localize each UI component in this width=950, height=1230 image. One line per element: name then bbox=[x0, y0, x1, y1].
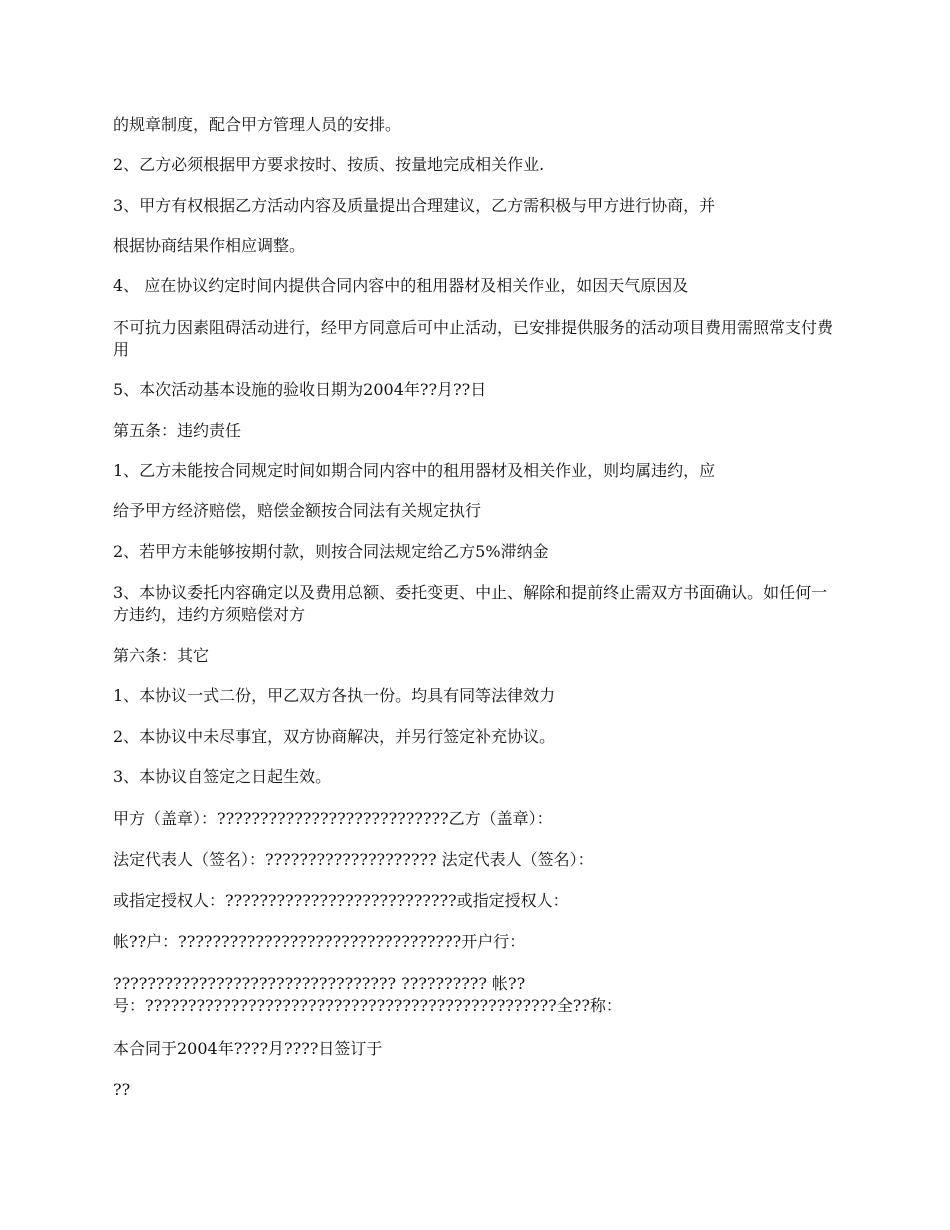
paragraph-13: 2、本协议中未尽事宜，双方协商解决，并另行签定补充协议。 bbox=[113, 727, 556, 746]
paragraph-10: 2、若甲方未能够按期付款，则按合同法规定给乙方5%滞纳金 bbox=[113, 542, 549, 561]
paragraph-4: 根据协商结果作相应调整。 bbox=[113, 236, 306, 255]
trailing-mark: ?? bbox=[113, 1080, 131, 1099]
section-heading-6: 第六条：其它 bbox=[113, 646, 210, 665]
paragraph-7: 5、本次活动基本设施的验收日期为2004年??月??日 bbox=[113, 380, 487, 399]
signature-line-authorized: 或指定授权人：???????????????????????????或指定授权人： bbox=[113, 891, 569, 910]
account-number-line: ????????????????????????????????? ?????????? 帐??号：????????????????????????????????????????????????全??称： bbox=[113, 974, 622, 1015]
section-heading-5: 第五条：违约责任 bbox=[113, 421, 242, 440]
paragraph-11: 3、本协议委托内容确定以及费用总额、委托变更、中止、解除和提前终止需双方书面确认。如任何一方违约，违约方须赔偿对方 bbox=[113, 583, 828, 624]
paragraph-9: 给予甲方经济赔偿，赔偿金额按合同法有关规定执行 bbox=[113, 501, 482, 520]
paragraph-3: 3、甲方有权根据乙方活动内容及质量提出合理建议，乙方需积极与甲方进行协商，并 bbox=[113, 196, 716, 215]
paragraph-6: 不可抗力因素阻碍活动进行，经甲方同意后可中止活动，已安排提供服务的活动项目费用需照常支付费用 bbox=[113, 318, 834, 359]
signature-line-legal-rep: 法定代表人（签名）：???????????????????? 法定代表人（签名）： bbox=[113, 850, 594, 869]
paragraph-14: 3、本协议自签定之日起生效。 bbox=[113, 767, 332, 786]
paragraph-5: 4、 应在协议约定时间内提供合同内容中的租用器材及相关作业，如因天气原因及 bbox=[113, 276, 689, 295]
paragraph-2: 2、乙方必须根据甲方要求按时、按质、按量地完成相关作业. bbox=[113, 155, 545, 174]
account-holder-line: 帐??户：?????????????????????????????????开户行： bbox=[113, 932, 526, 951]
paragraph-8: 1、乙方未能按合同规定时间如期合同内容中的租用器材及相关作业，则均属违约，应 bbox=[113, 461, 716, 480]
paragraph-1: 的规章制度，配合甲方管理人员的安排。 bbox=[113, 115, 402, 134]
signing-date-line: 本合同于2004年????月????日签订于 bbox=[113, 1039, 383, 1058]
signature-line-party-a: 甲方（盖章）：???????????????????????????乙方（盖章）： bbox=[113, 809, 553, 828]
paragraph-12: 1、本协议一式二份，甲乙双方各执一份。均具有同等法律效力 bbox=[113, 686, 556, 705]
